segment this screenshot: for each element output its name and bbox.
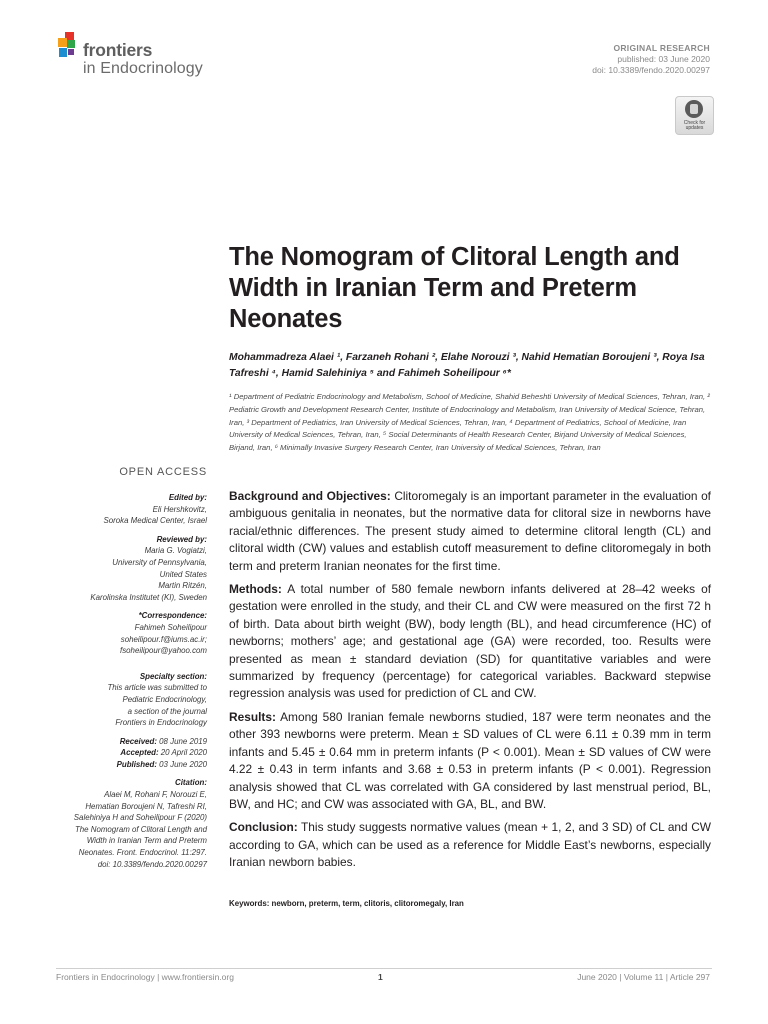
correspondence-name: Fahimeh Soheilipour — [134, 622, 207, 632]
specialty-line: Pediatric Endocrinology, — [122, 694, 207, 704]
correspondence-email[interactable]: fsoheilipour@yahoo.com — [120, 646, 207, 656]
results-label: Results: — [229, 709, 276, 724]
reviewer-line: University of Pennsylvania, — [112, 557, 207, 567]
article-title: The Nomogram of Clitoral Length and Width in Iranian Term and Preterm Neonates — [229, 243, 680, 333]
citation-line: Hematian Boroujeni N, Tafreshi RI, — [85, 801, 207, 811]
citation-line: Salehiniya H and Soheilipour F (2020) — [73, 813, 207, 823]
methods-label: Methods: — [229, 582, 282, 597]
article-type: ORIGINAL RESEARCH — [613, 43, 710, 53]
specialty-label: Specialty section: — [139, 671, 207, 681]
published-date: published: 03 June 2020 — [617, 54, 710, 64]
article-doi[interactable]: doi: 10.3389/fendo.2020.00297 — [592, 65, 710, 75]
citation-block — [56, 777, 207, 870]
abstract-background — [229, 488, 711, 575]
citation-label: Citation: — [175, 778, 207, 788]
edited-by-label: Edited by: — [168, 493, 207, 502]
frontiers-logo-mark-icon — [56, 32, 82, 62]
background-text: Clitoromegaly is an important parameter in the evaluation of ambiguous genitalia in neonates, but the normative data for clitoral size in newborns have racial/ethnic differences. The present study aimed to determine clitoral length (CL) and clitoral width (CW) values and establish cutoff measurement to define clitoromegaly in both term and preterm Iranian neonates for the first time. — [229, 489, 711, 573]
results-text: Among 580 Iranian female newborns studied, 187 were term neonates and the other 393 newborns were preterm. Mean ± SD values of CL were 6.11 ± 0.39 mm in term infants and 5.45 ± 0.64 mm in preterm infants (P < 0.001). Mean ± SD values of CW were 4.22 ± 0.43 in term infants and 3.68 ± 0.53 in preterm infants (P < 0.001). Regression analysis showed that CL was correlated with GA considered by last menstrual period, BL, BW, and HC; and CW was associated with GA, BL, and BW. — [229, 709, 711, 811]
brand-name: frontiers — [83, 40, 153, 60]
frontiers-logo[interactable] — [56, 32, 256, 82]
specialty-block — [56, 671, 207, 729]
editor-name: Eli Hershkovitz, — [152, 504, 207, 514]
abstract-conclusion — [229, 819, 711, 871]
specialty-line: Frontiers in Endocrinology — [115, 718, 207, 728]
edited-by-block — [56, 492, 207, 527]
citation-line: The Nomogram of Clitoral Length and — [74, 824, 207, 834]
editor-affiliation: Soroka Medical Center, Israel — [103, 516, 207, 526]
affiliations: ¹ Department of Pediatric Endocrinology and Metabolism, School of Medicine, Shahid Beheshti University of Medical Sciences, Tehran, Iran, ² Pediatric Growth and Development Research Center, Institute of Endocrinology and Metabolism, Iran University of Medical Science, Tehran, Iran, ³ Department of Pediatrics, Iran University of Medical Sciences, Tehran, Iran, ⁴ Department of Pediatrics, School of Medicine, Iran University of Medical Sciences, Tehran, Iran, ⁵ Social Determinants of Health Research Center, Birjand University of Medical Sciences, Birjand, Iran, ⁶ Minimally Invasive Surgery Research Center, Iran University of Medical Sciences, Tehran, Iran — [229, 392, 710, 453]
correspondence-label: *Correspondence: — [138, 611, 207, 621]
footer-issue-info: June 2020 | Volume 11 | Article 297 — [577, 972, 710, 982]
methods-text: A total number of 580 female newborn infants delivered at 28–42 weeks of gestation were enrolled in the study, and their CL and CW were measured on the first 72 h of birth. Data about birth weight (BW), body length (BL), and head circumference (HC) of newborns; mothers’ age; and gestational age (GA) were recorded, too. Results were presented as mean ± standard deviation (SD) for quantitative variables and were summarized by frequency (percentage) for categorical variables. Backward stepwise regression analysis was used for prediction of CL and CW. — [229, 582, 711, 701]
check-updates-line1: Check for — [683, 120, 706, 126]
article-sidebar — [56, 492, 207, 877]
specialty-line: a section of the journal — [127, 706, 207, 716]
citation-line: Width in Iranian Term and Preterm — [86, 836, 207, 846]
author-list: Mohammadreza Alaei ¹, Farzaneh Rohani ², Elahe Norouzi ³, Nahid Hematian Boroujeni ³, Roya Isa Tafreshi ⁴, Hamid Salehiniya ⁵ and Fahimeh Soheilipour ⁶* — [229, 352, 705, 379]
article-meta — [592, 43, 710, 76]
correspondence-email[interactable]: soheilipour.f@iums.ac.ir; — [120, 634, 207, 644]
reviewer-line: United States — [159, 569, 207, 579]
reviewed-by-block — [56, 534, 207, 604]
accepted-date: Accepted: 20 April 2020 — [120, 748, 207, 758]
received-date: Received: 08 June 2019 — [119, 736, 207, 746]
reviewed-by-label: Reviewed by: — [156, 534, 207, 544]
open-access-label: OPEN ACCESS — [119, 466, 207, 478]
check-updates-line2: updates — [685, 125, 704, 131]
reviewer-line: Karolinska Institutet (KI), Sweden — [90, 592, 207, 602]
check-for-updates-icon — [685, 100, 703, 118]
keywords: Keywords: newborn, preterm, term, clitoris, clitoromegaly, Iran — [229, 899, 464, 908]
specialty-line: This article was submitted to — [107, 683, 207, 693]
citation-line: Neonates. Front. Endocrinol. 11:297. — [78, 848, 207, 858]
conclusion-label: Conclusion: — [229, 820, 298, 835]
page-number: 1 — [378, 972, 383, 982]
dates-block — [56, 736, 207, 771]
correspondence-block — [56, 610, 207, 656]
abstract-methods — [229, 581, 711, 703]
footer-divider — [56, 968, 712, 969]
footer-journal-link[interactable]: Frontiers in Endocrinology | www.frontiersin.org — [56, 972, 234, 982]
citation-line: Alaei M, Rohani F, Norouzi E, — [104, 790, 207, 800]
check-for-updates-button[interactable] — [675, 96, 714, 135]
citation-doi[interactable]: doi: 10.3389/fendo.2020.00297 — [97, 859, 207, 869]
background-label: Background and Objectives: — [229, 489, 391, 503]
reviewer-line: Maria G. Vogiatzi, — [144, 546, 207, 556]
published-date-sidebar: Published: 03 June 2020 — [116, 759, 207, 769]
conclusion-text: This study suggests normative values (mean + 1, 2, and 3 SD) of CL and CW according to GA, which can be used as a reference for Middle East’s newborns, especially Iranian newborn babies. — [229, 820, 712, 870]
reviewer-line: Martin Ritzén, — [158, 581, 207, 591]
journal-name: in Endocrinology — [83, 60, 203, 77]
abstract — [229, 488, 711, 878]
abstract-results — [229, 709, 711, 813]
